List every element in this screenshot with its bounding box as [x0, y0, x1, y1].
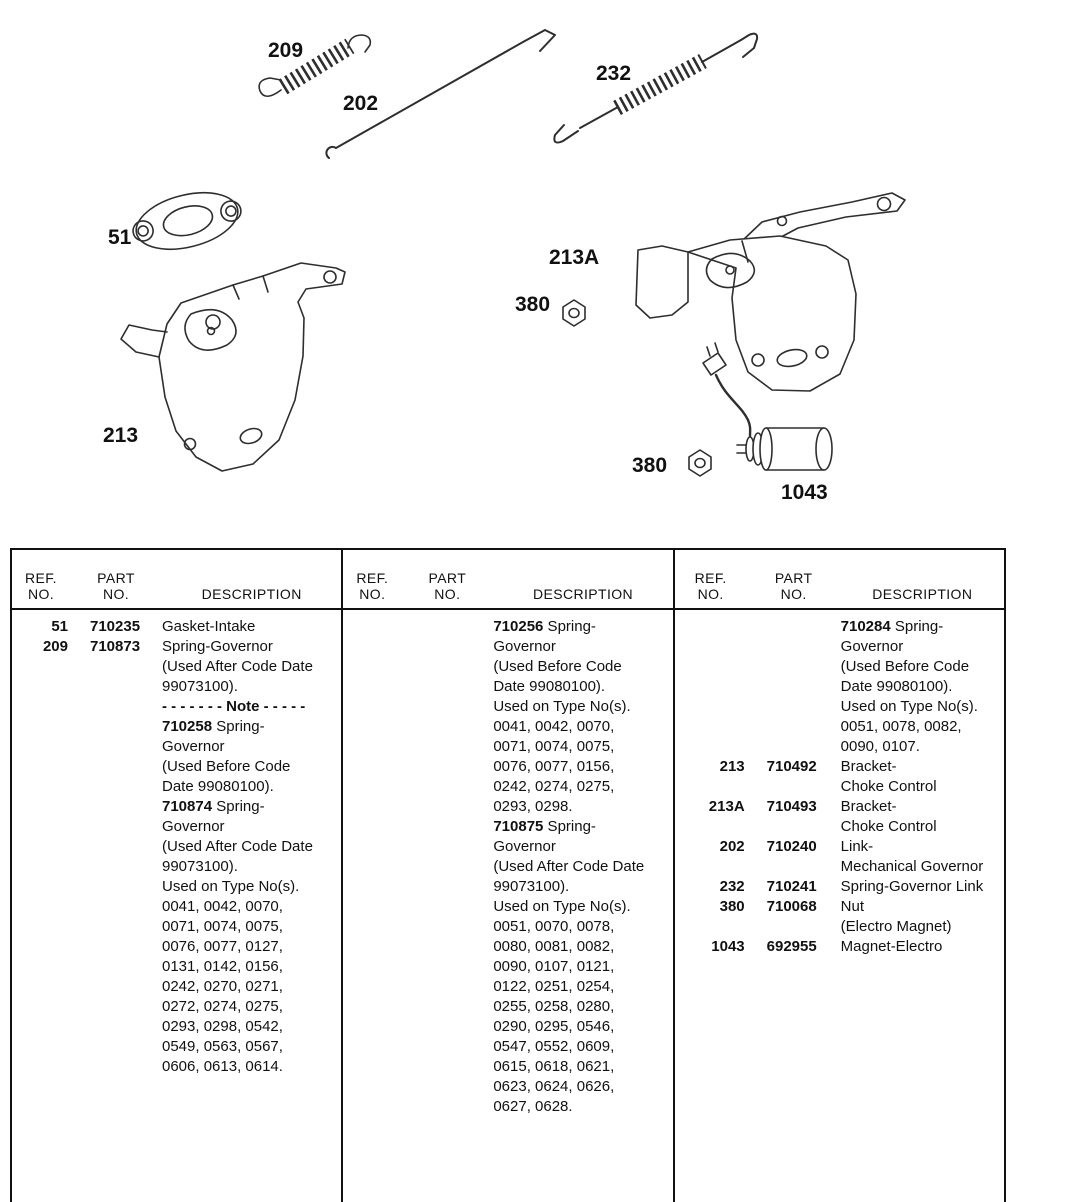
description-line: Date 99080100). [840, 678, 953, 695]
ref-no-cell: 213 [719, 758, 745, 775]
description-line: (Used Before Code [493, 658, 622, 675]
description-line: Governor [493, 638, 556, 655]
ref-no-cell: 51 [51, 618, 68, 635]
ref-no-header [12, 570, 70, 602]
description-line: 0547, 0552, 0609, [493, 1038, 615, 1055]
ref-header-line1: REF. [25, 570, 57, 586]
description-line: 710256 Spring- [493, 618, 596, 635]
description-cell [162, 617, 341, 637]
part-no-header [747, 570, 841, 602]
parts-table [10, 548, 1006, 1202]
description-cell [841, 877, 1004, 897]
description-line: (Used After Code Date [493, 858, 645, 875]
ref-header-line2: NO. [359, 586, 386, 602]
part-no-cell [747, 617, 841, 757]
description-line: Date 99080100). [493, 678, 606, 695]
table-header [675, 550, 1004, 610]
description-line: Bracket- [840, 798, 897, 815]
description-line: 0071, 0074, 0075, [493, 738, 615, 755]
nut-380-lower-drawing [689, 450, 711, 476]
part-header-line2: NO. [102, 586, 130, 602]
description-line: Spring-Governor [162, 638, 273, 655]
description-header: DESCRIPTION [201, 586, 302, 602]
description-line: 0242, 0274, 0275, [493, 778, 615, 795]
part-header-line1: PART [97, 570, 135, 586]
description-line: - - - - - - - Note - - - - - [162, 698, 306, 715]
part-no-cell: 692955 [766, 938, 817, 955]
part-no-cell: 710068 [766, 898, 817, 915]
description-line: 710258 Spring- [162, 718, 265, 735]
part-label-51: 51 [108, 226, 132, 249]
description-line: Spring-Governor Link [840, 878, 984, 895]
ref-header-line2: NO. [697, 586, 724, 602]
description-line: Used on Type No(s). [493, 898, 631, 915]
bracket-213-drawing [121, 263, 345, 471]
description-line: 0606, 0613, 0614. [162, 1058, 283, 1075]
description-line: 710875 Spring- [493, 818, 596, 835]
column-body [343, 610, 672, 1117]
description-cell [841, 797, 1004, 837]
description-cell [841, 837, 1004, 877]
description-line: 0615, 0618, 0621, [493, 1058, 615, 1075]
description-line: 0242, 0270, 0271, [162, 978, 283, 995]
part-header-line2: NO. [780, 586, 807, 602]
part-label-380: 380 [515, 293, 551, 316]
part-label-209: 209 [268, 39, 304, 62]
description-line: 0623, 0624, 0626, [493, 1078, 615, 1095]
ref-header-line1: REF. [356, 570, 389, 586]
description-line: 0122, 0251, 0254, [493, 978, 615, 995]
ref-no-cell: 380 [719, 898, 745, 915]
description-header: DESCRIPTION [532, 586, 634, 602]
table-row [675, 837, 1004, 877]
description-line: 0549, 0563, 0567, [162, 1038, 283, 1055]
table-header [343, 550, 672, 610]
description-line: 99073100). [162, 858, 238, 875]
part-label-202: 202 [343, 92, 379, 115]
table-column [343, 550, 674, 1202]
table-column [675, 550, 1006, 1202]
part-no-cell: 710492 [766, 758, 817, 775]
description-line: Governor [840, 638, 904, 655]
description-line: 99073100). [493, 878, 570, 895]
part-label-213: 213 [103, 424, 139, 447]
nut-380-upper-drawing [563, 300, 585, 326]
description-line: 0090, 0107. [840, 738, 920, 755]
description-line: 0051, 0078, 0082, [840, 718, 962, 735]
ref-no-cell: 202 [719, 838, 745, 855]
description-line: 0290, 0295, 0546, [493, 1018, 615, 1035]
description-cell [841, 937, 1004, 957]
description-line: Governor [493, 838, 556, 855]
part-header-line1: PART [428, 570, 467, 586]
table-row [12, 637, 341, 1077]
part-header-line1: PART [774, 570, 813, 586]
table-row [343, 617, 672, 1117]
description-line: Used on Type No(s). [162, 878, 300, 895]
description-line: 99073100). [162, 678, 238, 695]
description-cell [493, 617, 672, 1117]
ref-no-header [675, 570, 747, 602]
description-line: 710284 Spring- [840, 618, 944, 635]
gasket-51-drawing [127, 182, 246, 259]
part-no-cell: 710493 [766, 798, 817, 815]
ref-no-cell: 232 [719, 878, 745, 895]
description-cell [162, 637, 341, 1077]
table-header [12, 550, 341, 610]
description-line: (Electro Magnet) [840, 918, 952, 935]
description-line: 710874 Spring- [162, 798, 265, 815]
description-line: 0272, 0274, 0275, [162, 998, 283, 1015]
column-body [12, 610, 341, 1077]
description-line: Used on Type No(s). [840, 698, 978, 715]
part-label-1043: 1043 [781, 481, 828, 504]
ref-header-line2: NO. [27, 586, 55, 602]
description-line: 0627, 0628. [493, 1098, 573, 1115]
description-line: 0041, 0042, 0070, [493, 718, 615, 735]
table-row [675, 617, 1004, 757]
description-line: Mechanical Governor [840, 858, 984, 875]
part-label-213a: 213A [549, 246, 600, 269]
description-line: 0080, 0081, 0082, [493, 938, 615, 955]
part-no-cell: 710240 [766, 838, 817, 855]
description-line: Bracket- [840, 758, 897, 775]
description-line: Choke Control [840, 778, 937, 795]
description-cell [841, 617, 1004, 757]
description-line: Choke Control [840, 818, 937, 835]
ref-no-cell: 213A [708, 798, 745, 815]
part-no-cell: 710873 [90, 638, 141, 655]
ref-no-cell: 209 [42, 638, 68, 655]
description-cell [841, 757, 1004, 797]
description-line: Magnet-Electro [840, 938, 943, 955]
description-line: (Used After Code Date [162, 658, 313, 675]
part-no-header [70, 570, 162, 602]
part-no-header [401, 570, 493, 602]
part-label-380: 380 [632, 454, 668, 477]
table-row [12, 617, 341, 637]
description-line: 0255, 0258, 0280, [493, 998, 615, 1015]
ref-no-cell: 1043 [711, 938, 745, 955]
description-line: Nut [840, 898, 864, 915]
description-line: 0076, 0077, 0156, [493, 758, 615, 775]
description-line: Gasket-Intake [162, 618, 256, 635]
description-line: 0076, 0077, 0127, [162, 938, 283, 955]
table-column [12, 550, 343, 1202]
table-row [675, 877, 1004, 897]
table-row [675, 897, 1004, 937]
description-line: Date 99080100). [162, 778, 274, 795]
diagram [0, 0, 1073, 548]
description-header: DESCRIPTION [872, 586, 973, 602]
part-no-cell [401, 617, 493, 1117]
ref-no-cell [343, 617, 401, 1117]
part-no-cell: 710241 [766, 878, 817, 895]
description-line: Used on Type No(s). [493, 698, 631, 715]
bracket-213a-drawing [636, 193, 905, 391]
part-no-cell: 710235 [90, 618, 141, 635]
description-line: 0071, 0074, 0075, [162, 918, 283, 935]
description-line: 0131, 0142, 0156, [162, 958, 283, 975]
description-line: 0051, 0070, 0078, [493, 918, 615, 935]
description-line: (Used Before Code [162, 758, 291, 775]
table-row [675, 937, 1004, 957]
part-label-232: 232 [596, 62, 632, 85]
description-line: (Used Before Code [840, 658, 970, 675]
description-line: 0293, 0298, 0542, [162, 1018, 283, 1035]
description-line: 0293, 0298. [493, 798, 573, 815]
ref-header-line1: REF. [694, 570, 727, 586]
description-line: 0041, 0042, 0070, [162, 898, 283, 915]
description-line: Governor [162, 818, 225, 835]
ref-no-cell [675, 617, 747, 757]
description-line: Link- [840, 838, 874, 855]
part-header-line2: NO. [434, 586, 461, 602]
table-row [675, 757, 1004, 797]
description-line: Governor [162, 738, 225, 755]
column-body [675, 610, 1004, 957]
description-cell [841, 897, 1004, 937]
description-line: 0090, 0107, 0121, [493, 958, 615, 975]
description-line: (Used After Code Date [162, 838, 313, 855]
ref-no-header [343, 570, 401, 602]
spring-232-drawing [554, 34, 757, 143]
table-row [675, 797, 1004, 837]
